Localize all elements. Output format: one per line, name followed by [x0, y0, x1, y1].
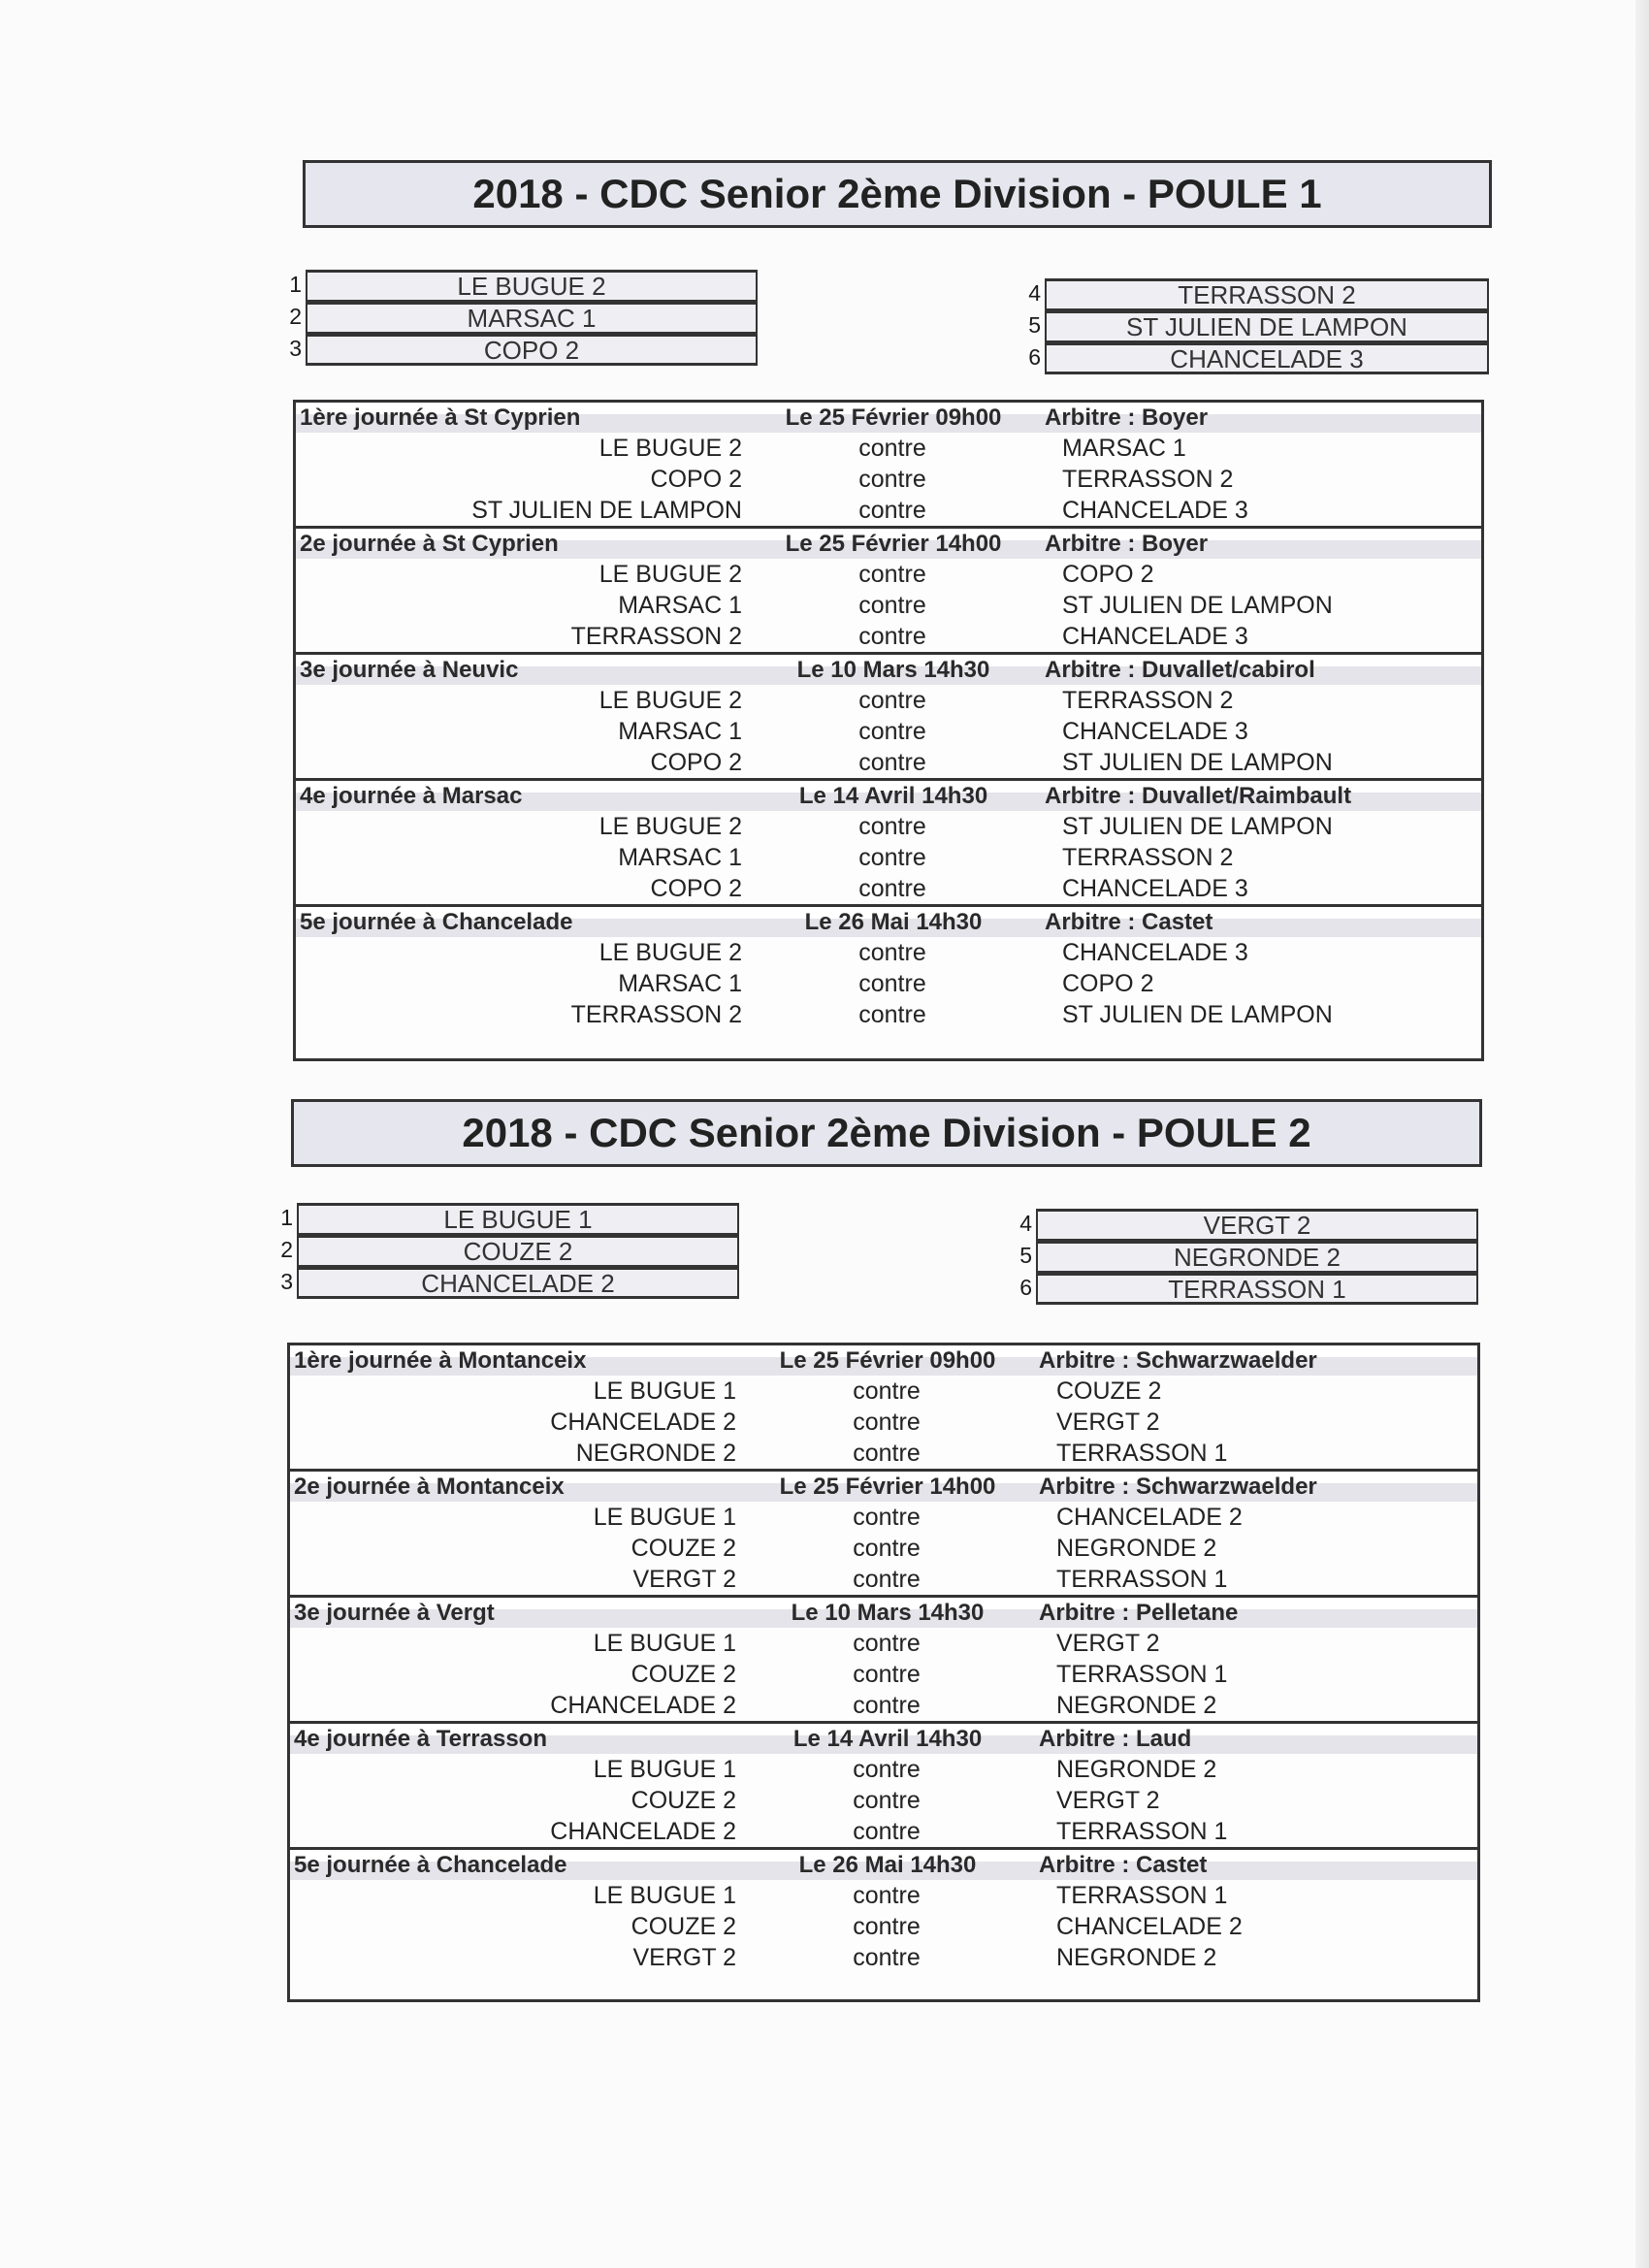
team-name: LE BUGUE 2 — [306, 270, 758, 302]
team-name: COPO 2 — [306, 334, 758, 366]
away-team: NEGRONDE 2 — [1056, 1943, 1217, 1971]
team-row — [1019, 1241, 1478, 1273]
away-team: CHANCELADE 3 — [1062, 938, 1248, 966]
versus-label: contre — [858, 938, 926, 966]
poule-2-teams-left — [280, 1203, 739, 1299]
team-row — [289, 270, 758, 302]
versus-label: contre — [858, 1000, 926, 1028]
versus-label: contre — [853, 1912, 921, 1940]
team-row — [1028, 310, 1489, 342]
round-block — [290, 1345, 1477, 1472]
team-row — [280, 1235, 739, 1267]
home-team: NEGRONDE 2 — [575, 1439, 736, 1467]
team-number: 4 — [1019, 1211, 1032, 1236]
home-team: COUZE 2 — [630, 1534, 736, 1562]
team-number: 5 — [1019, 1243, 1032, 1268]
team-row — [1019, 1273, 1478, 1305]
versus-label: contre — [853, 1817, 921, 1845]
round-title: 1ère journée à Montanceix — [294, 1346, 587, 1374]
match-row — [296, 495, 1481, 526]
match-row — [290, 1502, 1477, 1533]
round-header — [290, 1345, 1477, 1376]
team-number: 1 — [280, 1205, 293, 1230]
round-header — [296, 907, 1481, 937]
versus-label: contre — [858, 496, 926, 524]
away-team: TERRASSON 2 — [1062, 686, 1234, 714]
team-row — [280, 1267, 739, 1299]
round-block — [296, 655, 1481, 781]
home-team: LE BUGUE 1 — [593, 1881, 736, 1909]
match-row — [296, 747, 1481, 778]
versus-label: contre — [853, 1691, 921, 1719]
away-team: CHANCELADE 2 — [1056, 1912, 1243, 1940]
home-team: LE BUGUE 2 — [598, 434, 742, 462]
away-team: NEGRONDE 2 — [1056, 1755, 1217, 1783]
round-block — [296, 529, 1481, 655]
team-name: CHANCELADE 3 — [1045, 342, 1489, 374]
home-team: VERGT 2 — [632, 1943, 736, 1971]
round-referee: Arbitre : Pelletane — [1039, 1599, 1239, 1626]
team-number: 6 — [1019, 1275, 1032, 1300]
round-header — [290, 1850, 1477, 1880]
team-number: 4 — [1028, 280, 1041, 306]
match-row — [296, 937, 1481, 968]
away-team: TERRASSON 1 — [1056, 1817, 1228, 1845]
versus-label: contre — [858, 560, 926, 588]
away-team: MARSAC 1 — [1062, 434, 1186, 462]
versus-label: contre — [853, 1503, 921, 1531]
team-row — [1028, 342, 1489, 374]
away-team: TERRASSON 1 — [1056, 1881, 1228, 1909]
poule-1-teams-left — [289, 270, 758, 366]
away-team: VERGT 2 — [1056, 1408, 1160, 1436]
match-row — [296, 559, 1481, 590]
team-row — [289, 302, 758, 334]
round-referee: Arbitre : Boyer — [1045, 404, 1209, 431]
round-block — [296, 907, 1481, 1030]
home-team: LE BUGUE 2 — [598, 560, 742, 588]
team-name: TERRASSON 2 — [1045, 278, 1489, 310]
round-date: Le 25 Février 09h00 — [785, 404, 1002, 431]
match-row — [296, 842, 1481, 873]
away-team: ST JULIEN DE LAMPON — [1062, 812, 1333, 840]
match-row — [296, 621, 1481, 652]
home-team: COPO 2 — [650, 874, 742, 902]
team-name: CHANCELADE 2 — [297, 1267, 739, 1299]
versus-label: contre — [858, 812, 926, 840]
versus-label: contre — [853, 1881, 921, 1909]
away-team: COPO 2 — [1062, 969, 1154, 997]
team-name: MARSAC 1 — [306, 302, 758, 334]
away-team: ST JULIEN DE LAMPON — [1062, 1000, 1333, 1028]
poule-1-title: 2018 - CDC Senior 2ème Division - POULE 1 — [303, 160, 1492, 228]
match-row — [290, 1785, 1477, 1816]
round-date: Le 26 Mai 14h30 — [798, 1851, 977, 1878]
round-block — [296, 403, 1481, 529]
home-team: CHANCELADE 2 — [550, 1408, 736, 1436]
away-team: CHANCELADE 2 — [1056, 1503, 1243, 1531]
round-title: 4e journée à Marsac — [300, 782, 523, 809]
versus-label: contre — [853, 1534, 921, 1562]
home-team: CHANCELADE 2 — [550, 1817, 736, 1845]
versus-label: contre — [853, 1786, 921, 1814]
home-team: LE BUGUE 1 — [593, 1503, 736, 1531]
round-date: Le 26 Mai 14h30 — [804, 908, 983, 935]
home-team: ST JULIEN DE LAMPON — [471, 496, 742, 524]
home-team: COUZE 2 — [630, 1912, 736, 1940]
match-row — [290, 1659, 1477, 1690]
team-number: 1 — [289, 272, 302, 297]
round-block — [290, 1724, 1477, 1850]
match-row — [290, 1690, 1477, 1721]
match-row — [290, 1816, 1477, 1847]
home-team: COPO 2 — [650, 748, 742, 776]
match-row — [290, 1438, 1477, 1469]
home-team: MARSAC 1 — [618, 717, 742, 745]
versus-label: contre — [858, 434, 926, 462]
round-referee: Arbitre : Boyer — [1045, 530, 1209, 557]
poule-1-teams-right — [1028, 278, 1489, 374]
round-title: 2e journée à Montanceix — [294, 1473, 565, 1500]
away-team: TERRASSON 2 — [1062, 465, 1234, 493]
round-header — [296, 655, 1481, 685]
team-row — [280, 1203, 739, 1235]
home-team: LE BUGUE 1 — [593, 1629, 736, 1657]
versus-label: contre — [858, 686, 926, 714]
round-header — [290, 1598, 1477, 1628]
team-row — [1019, 1209, 1478, 1241]
away-team: CHANCELADE 3 — [1062, 622, 1248, 650]
team-name: VERGT 2 — [1036, 1209, 1478, 1241]
round-header — [296, 781, 1481, 811]
round-referee: Arbitre : Laud — [1039, 1725, 1192, 1752]
home-team: COUZE 2 — [630, 1660, 736, 1688]
home-team: COPO 2 — [650, 465, 742, 493]
team-number: 3 — [289, 336, 302, 361]
team-row — [1028, 278, 1489, 310]
away-team: VERGT 2 — [1056, 1629, 1160, 1657]
away-team: CHANCELADE 3 — [1062, 496, 1248, 524]
away-team: TERRASSON 2 — [1062, 843, 1234, 871]
match-row — [296, 464, 1481, 495]
home-team: CHANCELADE 2 — [550, 1691, 736, 1719]
round-title: 5e journée à Chancelade — [300, 908, 573, 935]
versus-label: contre — [853, 1377, 921, 1405]
round-date: Le 10 Mars 14h30 — [796, 656, 990, 683]
round-date: Le 10 Mars 14h30 — [791, 1599, 985, 1626]
round-title: 3e journée à Neuvic — [300, 656, 519, 683]
home-team: LE BUGUE 2 — [598, 686, 742, 714]
away-team: TERRASSON 1 — [1056, 1439, 1228, 1467]
versus-label: contre — [858, 969, 926, 997]
round-title: 5e journée à Chancelade — [294, 1851, 567, 1878]
team-name: TERRASSON 1 — [1036, 1273, 1478, 1305]
match-row — [296, 999, 1481, 1030]
round-date: Le 14 Avril 14h30 — [798, 782, 988, 809]
versus-label: contre — [853, 1943, 921, 1971]
match-row — [296, 968, 1481, 999]
versus-label: contre — [853, 1565, 921, 1593]
round-header — [296, 403, 1481, 433]
round-header — [290, 1472, 1477, 1502]
round-date: Le 25 Février 09h00 — [779, 1346, 996, 1374]
away-team: TERRASSON 1 — [1056, 1660, 1228, 1688]
round-referee: Arbitre : Duvallet/Raimbault — [1045, 782, 1352, 809]
match-row — [296, 590, 1481, 621]
home-team: TERRASSON 2 — [570, 1000, 742, 1028]
round-date: Le 25 Février 14h00 — [785, 530, 1002, 557]
match-row — [290, 1880, 1477, 1911]
match-row — [290, 1628, 1477, 1659]
home-team: MARSAC 1 — [618, 843, 742, 871]
versus-label: contre — [858, 843, 926, 871]
versus-label: contre — [853, 1660, 921, 1688]
round-referee: Arbitre : Duvallet/cabirol — [1045, 656, 1315, 683]
away-team: ST JULIEN DE LAMPON — [1062, 591, 1333, 619]
away-team: CHANCELADE 3 — [1062, 717, 1248, 745]
away-team: COUZE 2 — [1056, 1377, 1162, 1405]
round-title: 1ère journée à St Cyprien — [300, 404, 581, 431]
team-name: COUZE 2 — [297, 1235, 739, 1267]
versus-label: contre — [853, 1408, 921, 1436]
away-team: COPO 2 — [1062, 560, 1154, 588]
round-title: 2e journée à St Cyprien — [300, 530, 559, 557]
versus-label: contre — [858, 622, 926, 650]
page-edge — [1635, 0, 1649, 2268]
poule-2-schedule — [287, 1343, 1480, 2002]
team-name: LE BUGUE 1 — [297, 1203, 739, 1235]
round-referee: Arbitre : Castet — [1045, 908, 1213, 935]
poule-2-title: 2018 - CDC Senior 2ème Division - POULE 2 — [291, 1099, 1482, 1167]
home-team: TERRASSON 2 — [570, 622, 742, 650]
versus-label: contre — [858, 874, 926, 902]
round-block — [290, 1598, 1477, 1724]
round-block — [290, 1850, 1477, 1973]
round-block — [290, 1472, 1477, 1598]
home-team: LE BUGUE 1 — [593, 1755, 736, 1783]
match-row — [290, 1754, 1477, 1785]
home-team: COUZE 2 — [630, 1786, 736, 1814]
team-number: 2 — [289, 304, 302, 329]
match-row — [296, 811, 1481, 842]
versus-label: contre — [853, 1629, 921, 1657]
team-number: 5 — [1028, 312, 1041, 338]
away-team: TERRASSON 1 — [1056, 1565, 1228, 1593]
home-team: LE BUGUE 2 — [598, 812, 742, 840]
poule-2-teams-right — [1019, 1209, 1478, 1305]
versus-label: contre — [858, 717, 926, 745]
match-row — [296, 716, 1481, 747]
team-name: ST JULIEN DE LAMPON — [1045, 310, 1489, 342]
poule-1-schedule — [293, 400, 1484, 1061]
match-row — [290, 1533, 1477, 1564]
round-date: Le 25 Février 14h00 — [779, 1473, 996, 1500]
match-row — [290, 1911, 1477, 1942]
versus-label: contre — [858, 591, 926, 619]
away-team: VERGT 2 — [1056, 1786, 1160, 1814]
match-row — [290, 1564, 1477, 1595]
match-row — [290, 1942, 1477, 1973]
match-row — [290, 1376, 1477, 1407]
match-row — [296, 873, 1481, 904]
versus-label: contre — [858, 748, 926, 776]
team-number: 3 — [280, 1269, 293, 1294]
round-title: 3e journée à Vergt — [294, 1599, 495, 1626]
match-row — [296, 433, 1481, 464]
team-name: NEGRONDE 2 — [1036, 1241, 1478, 1273]
home-team: MARSAC 1 — [618, 969, 742, 997]
team-number: 6 — [1028, 344, 1041, 370]
round-date: Le 14 Avril 14h30 — [792, 1725, 983, 1752]
away-team: ST JULIEN DE LAMPON — [1062, 748, 1333, 776]
home-team: LE BUGUE 1 — [593, 1377, 736, 1405]
home-team: MARSAC 1 — [618, 591, 742, 619]
versus-label: contre — [853, 1755, 921, 1783]
round-title: 4e journée à Terrasson — [294, 1725, 547, 1752]
team-row — [289, 334, 758, 366]
round-header — [290, 1724, 1477, 1754]
round-header — [296, 529, 1481, 559]
away-team: CHANCELADE 3 — [1062, 874, 1248, 902]
home-team: VERGT 2 — [632, 1565, 736, 1593]
versus-label: contre — [853, 1439, 921, 1467]
round-referee: Arbitre : Castet — [1039, 1851, 1208, 1878]
versus-label: contre — [858, 465, 926, 493]
round-referee: Arbitre : Schwarzwaelder — [1039, 1346, 1317, 1374]
home-team: LE BUGUE 2 — [598, 938, 742, 966]
match-row — [290, 1407, 1477, 1438]
away-team: NEGRONDE 2 — [1056, 1534, 1217, 1562]
round-block — [296, 781, 1481, 907]
away-team: NEGRONDE 2 — [1056, 1691, 1217, 1719]
round-referee: Arbitre : Schwarzwaelder — [1039, 1473, 1317, 1500]
team-number: 2 — [280, 1237, 293, 1262]
match-row — [296, 685, 1481, 716]
